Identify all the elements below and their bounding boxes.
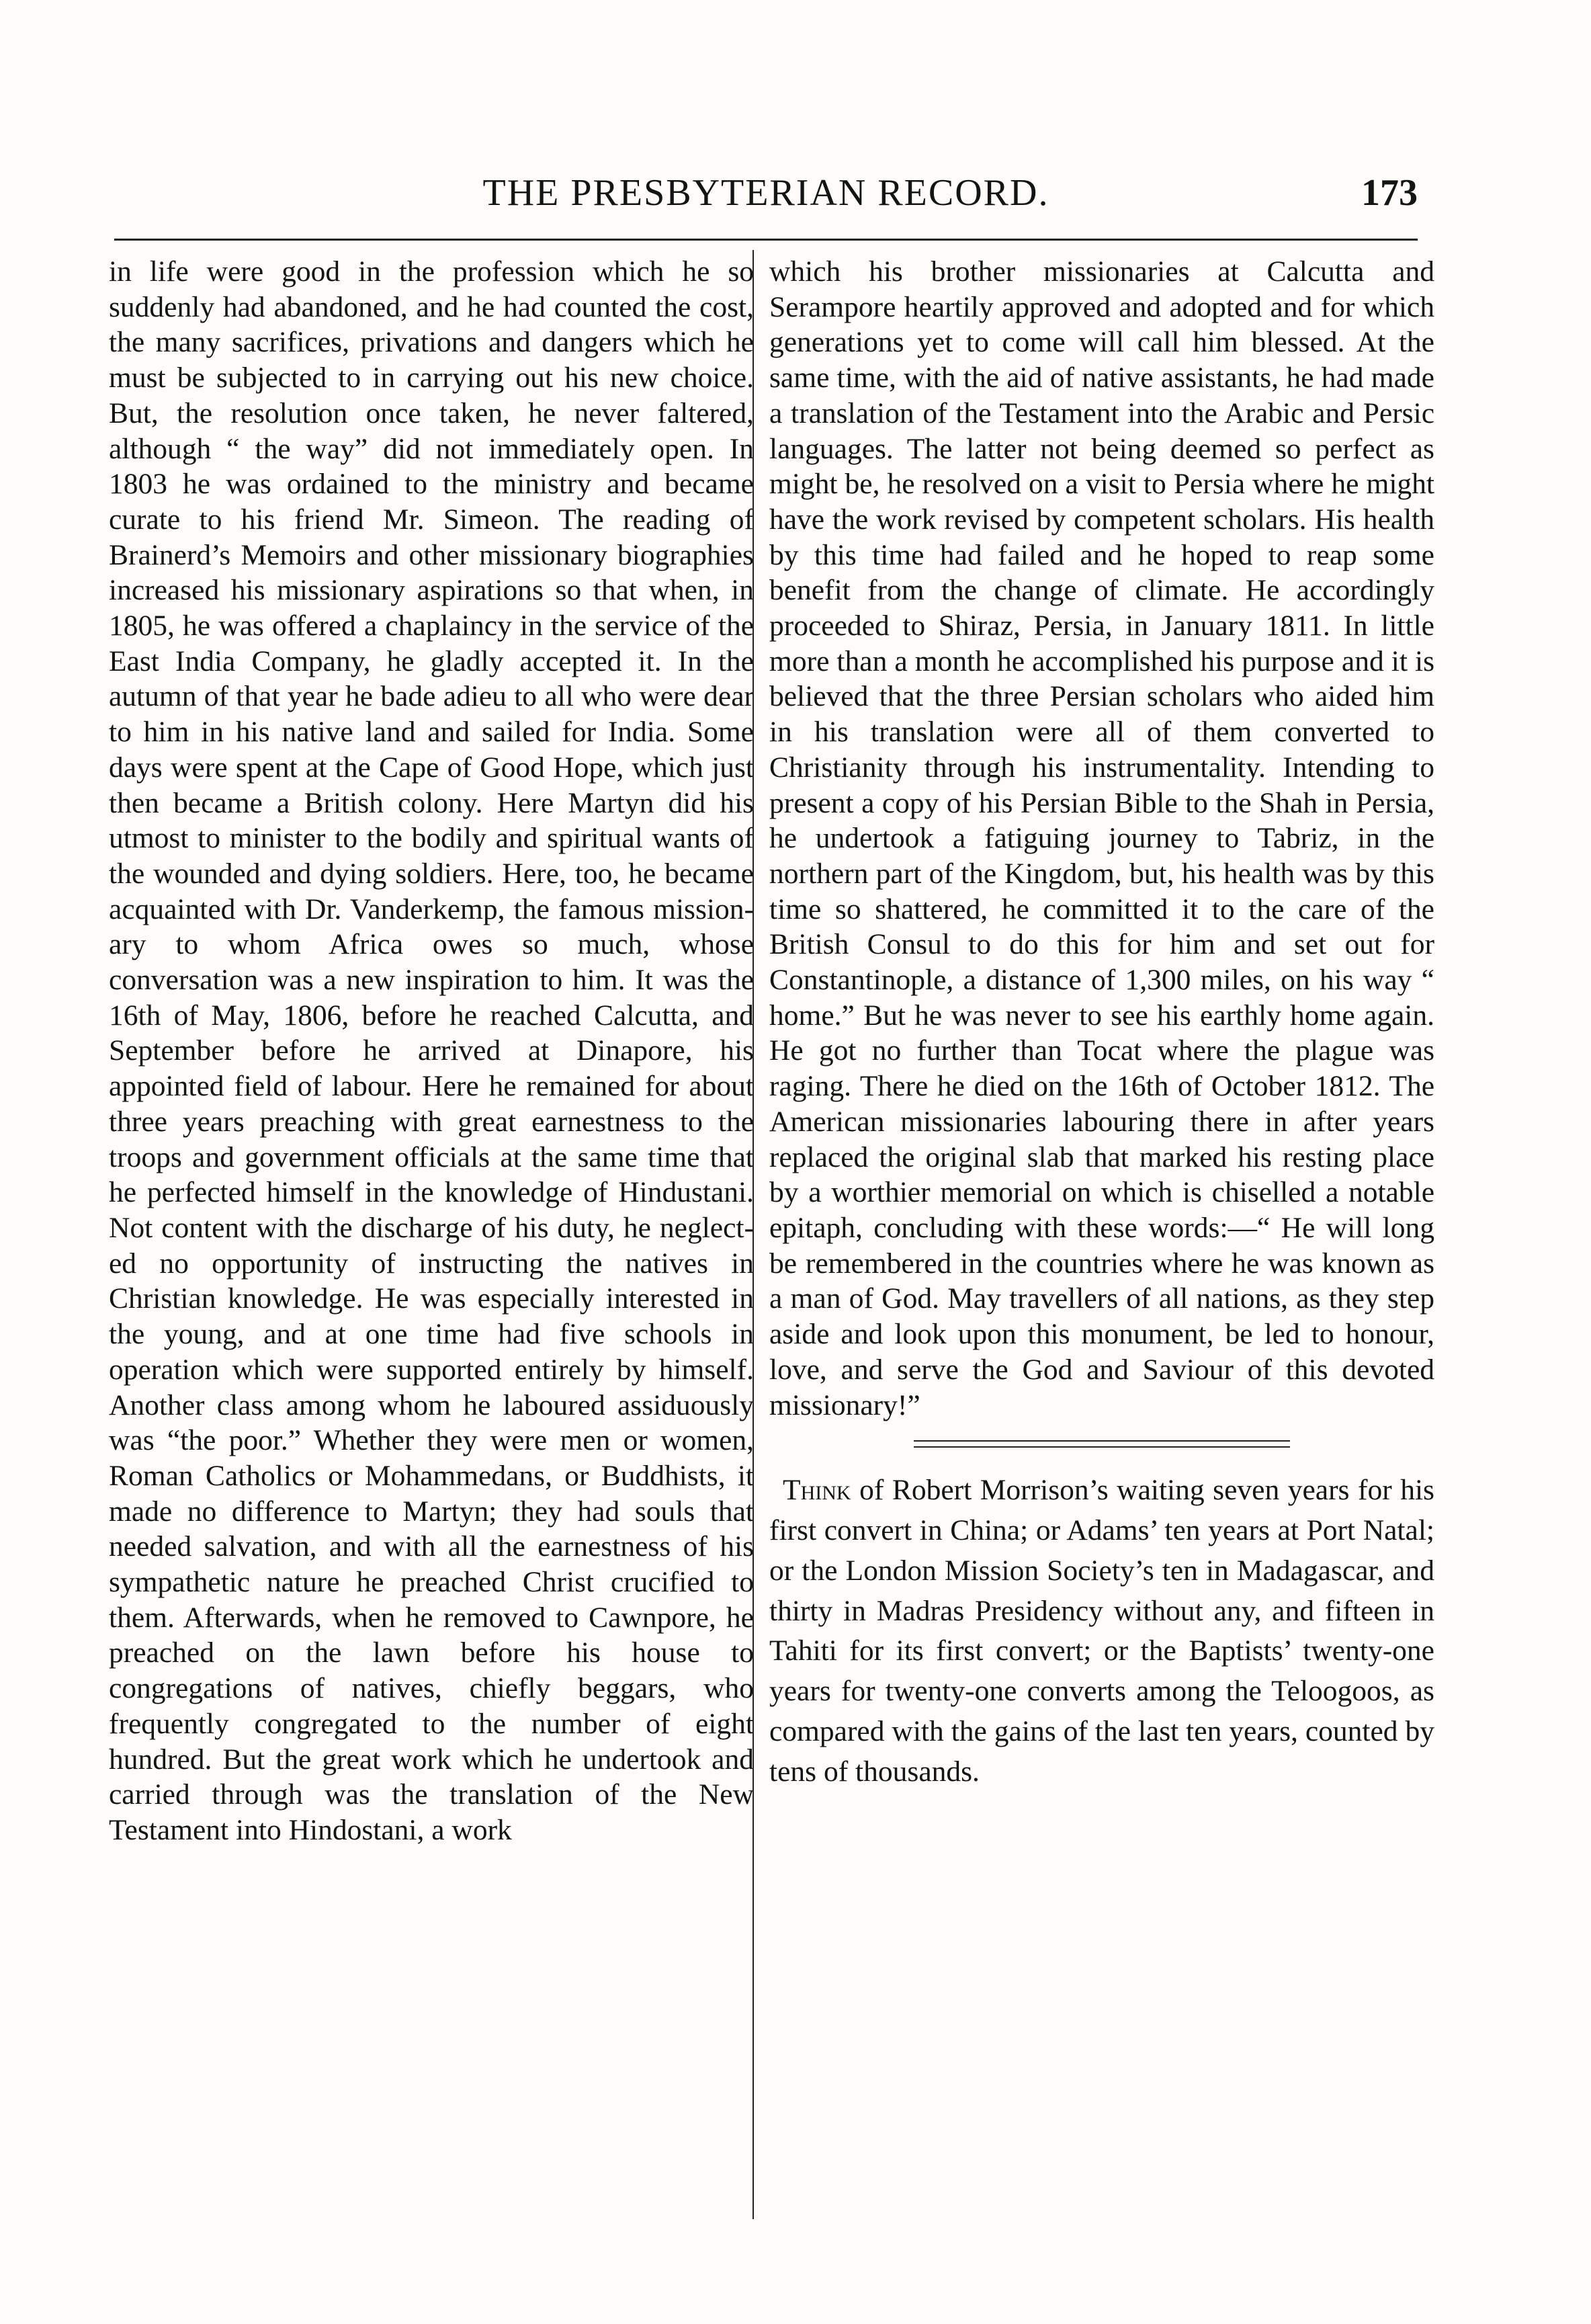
journal-title: THE PRESBYTERIAN RECORD. <box>482 172 1049 214</box>
think-paragraph-text: of Robert Morrison’s waiting seven years for his first convert in China; or Adams’ ten years at Port Natal; or the London Mission Society’s ten in Madagascar, and thirty in Madras Presidency without any, and fifteen in Tahiti for its first convert; or the Baptists’ twenty-one years for twenty-one converts among the Teloogoos, as compared with the gains of the last ten years, counted by tens of thousands. <box>769 1474 1434 1788</box>
right-column-text: which his brother missionaries at Calcutta and Serampore heartily approved and adopted and for which generations yet to come will call him blessed. At the same time, with the aid of native assistants, he had made a translation of the Testament into the Arabic and Persic languages. The latter not being deemed so perfect as might be, he resolved on a visit to Persia where he might have the work revised by competent scholars. His health by this time had failed and he hoped to reap some benefit from the change of climate. He accordingly proceeded to Shiraz, Persia, in January 1811. In little more than a month he accomplished his purpose and it is believed that the three Persian scholars who aided him in his translation were all of them converted to Christianity through his instrumentality. Intending to present a copy of his Persian Bible to the Shah in Persia, he undertook a fatiguing journey to Tabriz, in the northern part of the Kingdom, but, his health was by this time so shattered, he committed it to the care of the British Consul to do this for him and set out for Constantinople, a distance of 1,300 miles, on his way “ home.” But he was never to see his earthly home again. He got no further than Tocat where the plague was raging. There he died on the 16th of October 1812. The American missionaries labouring there in after years replaced the original slab that marked his resting place by a worthier memorial on which is chiselled a notable epitaph, concluding with these words:—“ He will long be remembered in the countries where he was known as a man of God. May travellers of all nations, as they step aside and look upon this monument, be led to honour, love, and serve the God and Saviour of this devoted missionary!” <box>769 255 1434 1421</box>
think-lead-word: Think <box>783 1474 851 1507</box>
column-divider <box>752 250 754 2219</box>
page-number: 173 <box>1361 172 1418 214</box>
running-header <box>114 171 1418 232</box>
right-column <box>769 254 1434 1792</box>
left-column <box>109 254 754 1848</box>
section-separator <box>914 1440 1290 1448</box>
think-paragraph <box>769 1470 1434 1792</box>
left-column-text: in life were good in the profession which he so suddenly had abandoned, and he had counted the cost, the many sacrifices, privations and dangers which he must be subjected to in carrying out his new choice. But, the resolution once taken, he never faltered, although “ the way” did not immediately open. In 1803 he was ordained to the ministry and became curate to his friend Mr. Simeon. The reading of Brainerd’s Memoirs and other missionary biographies increased his missionary aspirations so that when, in 1805, he was offered a chaplaincy in the service of the East India Company, he gladly accepted it. In the autumn of that year he bade adieu to all who were dear to him in his native land and sailed for India. Some days were spent at the Cape of Good Hope, which just then became a British colony. Here Martyn did his utmost to minister to the bodily and spiritual wants of the wounded and dying soldiers. Here, too, he became acquainted with Dr. Vanderkemp, the famous missionary to whom Africa owes so much, whose conversation was a new inspiration to him. It was the 16th of May, 1806, before he reached Calcutta, and September before he arrived at Dinapore, his appointed field of labour. Here he remained for about three years preaching with great earnestness to the troops and government officials at the same time that he perfected himself in the knowledge of Hindustani. Not content with the discharge of his duty, he neglected no opportunity of instructing the natives in Christian knowledge. He was especially interested in the young, and at one time had five schools in operation which were supported entirely by himself. Another class among whom he laboured assiduously was “the poor.” Whether they were men or women, Roman Catholics or Mohammedans, or Buddhists, it made no difference to Martyn; they had souls that needed salvation, and with all the earnestness of his sympathetic nature he preached Christ crucified to them. Afterwards, when he removed to Cawnpore, he preached on the lawn before his house to congregations of natives, chiefly beggars, who frequently congregated to the number of eight hundred. But the great work which he undertook and carried through was the translation of the New Testament into Hindostani, a work <box>109 255 754 1846</box>
header-rule <box>114 239 1418 241</box>
